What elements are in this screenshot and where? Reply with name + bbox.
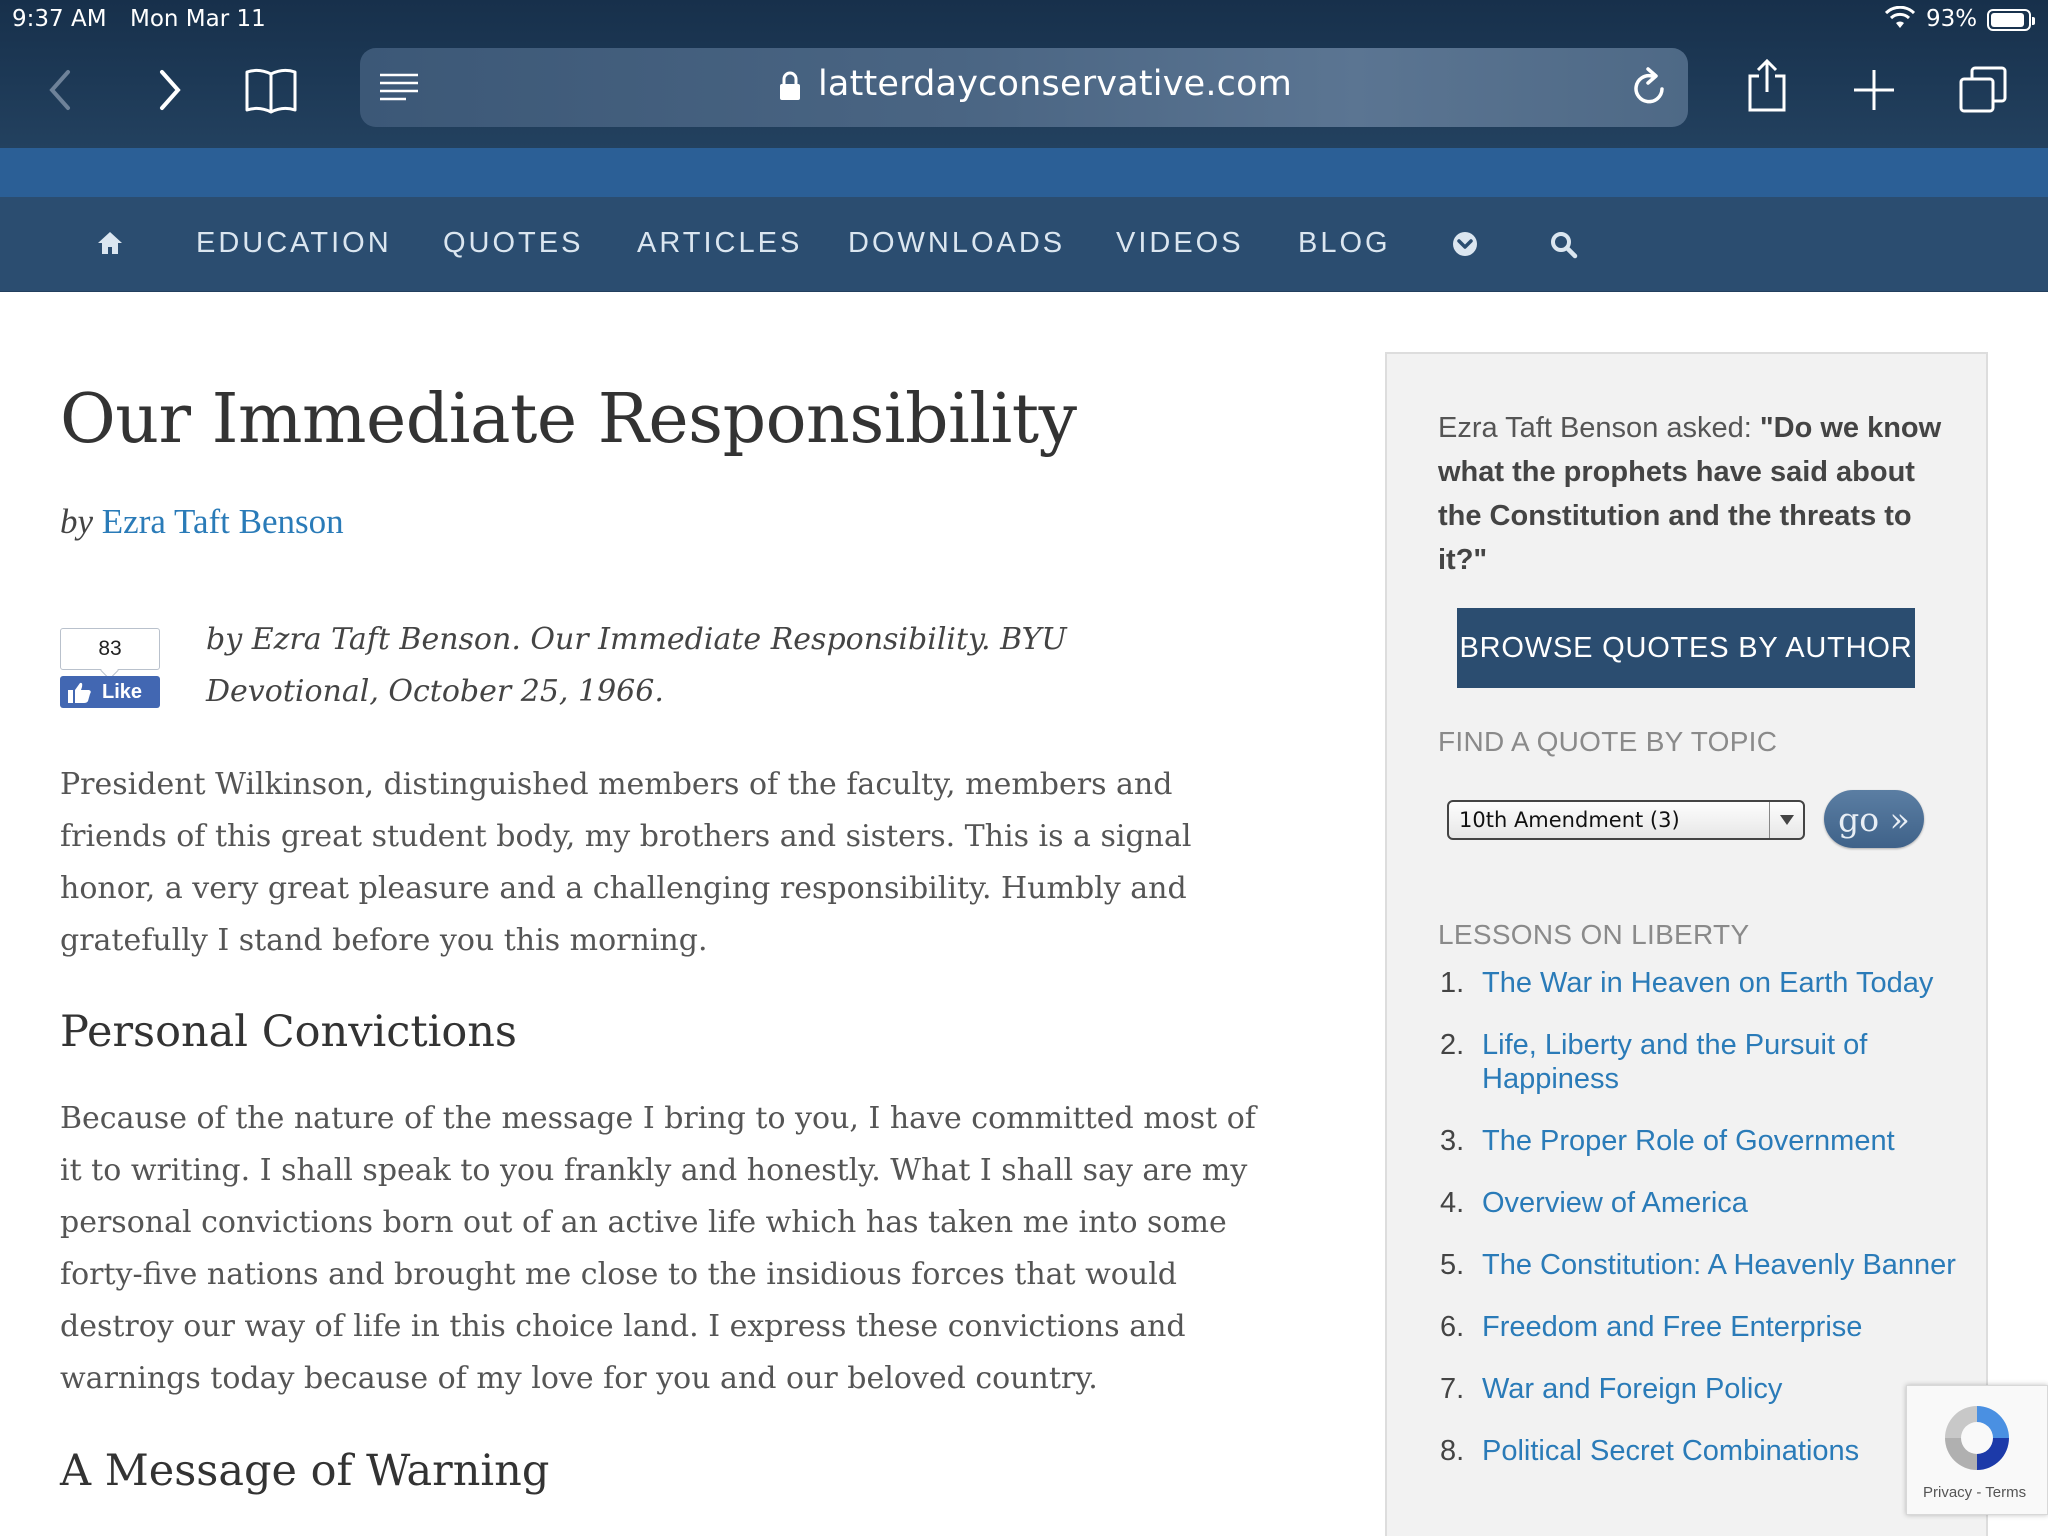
page-title: Our Immediate Responsibility — [60, 380, 1077, 459]
nav-item-blog[interactable]: BLOG — [1298, 227, 1391, 259]
lesson-link[interactable]: Life, Liberty and the Pursuit of Happiness — [1482, 1029, 1868, 1095]
header-band — [0, 148, 2048, 197]
lesson-link[interactable]: Overview of America — [1482, 1187, 1748, 1219]
facebook-like-widget[interactable] — [60, 628, 160, 708]
byline — [60, 502, 344, 542]
lesson-item[interactable] — [1438, 1248, 1978, 1282]
search-icon[interactable] — [1550, 231, 1578, 264]
lesson-item[interactable] — [1438, 1124, 1978, 1158]
reload-icon[interactable] — [1632, 67, 1668, 112]
bookmarks-icon[interactable] — [240, 58, 302, 122]
nav-item-videos[interactable]: VIDEOS — [1116, 227, 1244, 259]
status-time: 9:37 AM — [12, 6, 107, 32]
author-link[interactable]: Ezra Taft Benson — [101, 502, 344, 541]
home-icon[interactable] — [96, 230, 124, 261]
like-count: 83 — [60, 628, 160, 670]
like-label: Like — [102, 680, 143, 703]
lesson-number: 2. — [1440, 1029, 1465, 1061]
lesson-number: 7. — [1440, 1373, 1465, 1405]
lesson-number: 3. — [1440, 1125, 1465, 1157]
lesson-item[interactable] — [1438, 1028, 1978, 1096]
nav-item-articles[interactable]: ARTICLES — [637, 227, 803, 259]
thumbs-up-icon — [68, 681, 92, 703]
recaptcha-icon — [1939, 1400, 2015, 1481]
address-bar[interactable] — [360, 48, 1688, 127]
lesson-number: 5. — [1440, 1249, 1465, 1281]
battery-icon — [1987, 9, 2031, 31]
tabs-icon[interactable] — [1958, 58, 2008, 122]
sidebar-quote-text: "Do we know what the prophets have said about the Constitution and the threats to it?" — [1438, 412, 1942, 576]
browser-chrome — [0, 0, 2048, 148]
nav-item-education[interactable]: EDUCATION — [196, 227, 392, 259]
status-date: Mon Mar 11 — [130, 6, 266, 32]
lesson-link[interactable]: The Constitution: A Heavenly Banner — [1482, 1249, 1956, 1281]
lesson-number: 6. — [1440, 1311, 1465, 1343]
sidebar-quote — [1438, 406, 1958, 582]
lesson-item[interactable] — [1438, 1372, 1978, 1406]
recaptcha-badge[interactable] — [1906, 1385, 2048, 1515]
citation: by Ezra Taft Benson. Our Immediate Responsibility. BYU Devotional, October 25, 1966. — [206, 622, 1067, 709]
wifi-icon — [1885, 6, 1915, 36]
lessons-list — [1438, 966, 1978, 1496]
lesson-item[interactable] — [1438, 1310, 1978, 1344]
like-button[interactable] — [60, 676, 160, 708]
lesson-link[interactable]: Freedom and Free Enterprise — [1482, 1311, 1863, 1343]
lesson-link[interactable]: The Proper Role of Government — [1482, 1125, 1895, 1157]
status-bar — [0, 0, 2048, 40]
lessons-heading: LESSONS ON LIBERTY — [1438, 919, 1750, 950]
main-nav — [0, 197, 2048, 292]
sidebar-quote-prefix: Ezra Taft Benson asked: — [1438, 412, 1760, 444]
reader-icon[interactable] — [378, 72, 420, 107]
forward-icon[interactable] — [150, 58, 190, 122]
new-tab-icon[interactable] — [1852, 58, 1896, 122]
lesson-number: 8. — [1440, 1435, 1465, 1467]
browse-quotes-button[interactable]: BROWSE QUOTES BY AUTHOR — [1457, 608, 1915, 688]
topic-select[interactable] — [1447, 800, 1805, 840]
lesson-item[interactable] — [1438, 1186, 1978, 1220]
topic-heading: FIND A QUOTE BY TOPIC — [1438, 726, 1778, 757]
byline-prefix: by — [60, 502, 94, 541]
intro-paragraph: President Wilkinson, distinguished members of the faculty, members and friends of this great student body, my brothers and sisters. This is a signal honor, a very great pleasure and a challenging responsibility. Humbly and gratefully I stand before you this morning. — [60, 767, 1192, 958]
lesson-number: 1. — [1440, 967, 1465, 999]
section-heading-message-of-warning: A Message of Warning — [60, 1446, 550, 1496]
topic-select-value: 10th Amendment (3) — [1459, 808, 1680, 832]
chevron-down-circle-icon[interactable] — [1452, 231, 1478, 262]
back-icon[interactable] — [40, 58, 80, 122]
lesson-link[interactable]: Political Secret Combinations — [1482, 1435, 1860, 1467]
lesson-link[interactable]: The War in Heaven on Earth Today — [1482, 967, 1934, 999]
body-paragraph: Because of the nature of the message I bring to you, I have committed most of it to writing. I shall speak to you frankly and honestly. What I shall say are my personal convictions born out of an active life which has taken me into some forty-five nations and brought me close to the insidious forces that would destroy our way of life in this choice land. I express these convictions and warnings today because of my love for you and our beloved country. — [60, 1101, 1256, 1396]
lesson-number: 4. — [1440, 1187, 1465, 1219]
nav-item-downloads[interactable]: DOWNLOADS — [848, 227, 1066, 259]
battery-fill — [1991, 13, 2024, 27]
lesson-item[interactable] — [1438, 1434, 1978, 1468]
lesson-link[interactable]: War and Foreign Policy — [1482, 1373, 1783, 1405]
lock-icon — [778, 70, 802, 107]
go-button[interactable]: go » — [1824, 790, 1924, 848]
url-text: latterdayconservative.com — [818, 64, 1293, 104]
battery-percent: 93% — [1926, 6, 1978, 32]
recaptcha-links[interactable]: Privacy - Terms — [1923, 1484, 2027, 1501]
nav-item-quotes[interactable]: QUOTES — [443, 227, 584, 259]
select-arrow-icon — [1769, 802, 1803, 838]
lesson-item[interactable] — [1438, 966, 1978, 1000]
share-icon[interactable] — [1745, 54, 1789, 118]
section-heading-personal-convictions: Personal Convictions — [60, 1007, 518, 1057]
sidebar — [1385, 352, 1988, 1536]
